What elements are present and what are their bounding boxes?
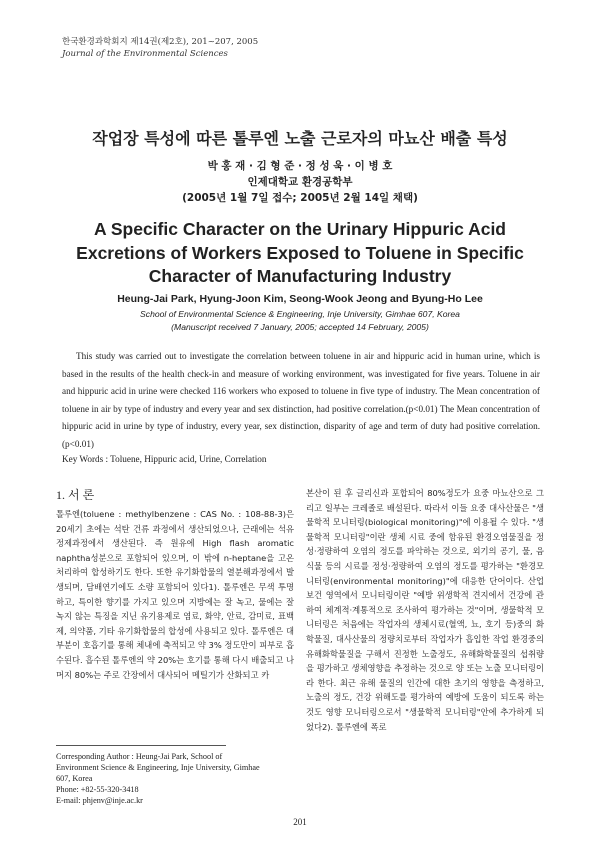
corresponding-author: Corresponding Author : Heung-Jai Park, School of Environment Science & Engineering, Inje University, Gimhae 607, Korea Phone: +82-55-320-3418 E-mail: phjenv@inje.ac.kr: [56, 752, 260, 805]
korean-received: (2005년 1월 7일 접수; 2005년 2월 14일 채택): [182, 192, 418, 204]
english-received: (Manuscript received 7 January, 2005; accepted 14 February, 2005): [171, 322, 429, 332]
keywords: Key Words : Toluene, Hippuric acid, Urine, Correlation: [62, 454, 267, 464]
journal-name: Journal of the Environmental Sciences: [62, 49, 228, 59]
english-authors: Heung-Jai Park, Hyung-Joon Kim, Seong-Wook Jeong and Byung-Ho Lee: [117, 293, 483, 305]
footnote-divider: [56, 745, 226, 746]
section-heading: 1. 서 론: [56, 488, 95, 502]
body-paragraph: 톨루엔(toluene : methylbenzene : CAS No. : 108-88-3)은 20세기 초에는 석탄 건류 과정에서 생산되었으나, 근래에는 석유 정제과정에서 생산된다. 즉 원유에 High flash aromatic naphtha성분으로 포함되어 있으며, 이 밖에 n-heptane을 고온 처리하여 합성하기도 한다. 또한 유기화합물의 열분해과정에서 발생되며, 담배연기에도 소량 포함되어 있다1). 톨루엔은 무색 투명하고, 특이한 향기를 가지고 있으며 지방에는 잘 녹고, 물에는 잘 녹지 않는 특징을 지닌 유기용제로 염료, 화약, 안료, 감미료, 표백제, 의약품, 기타 유기화합물의 합성에 사용되고 있다. 톨루엔은 대부분이 호흡기를 통해 체내에 축적되고 약 3% 정도만이 피부로 흡수된다. 흡수된 톨루엔의 약 20%는 호기를 통해 다시 배출되고 나머지 80%는 주로 간장에서 대사되어 메틸기가 산화되고 카: [56, 509, 294, 680]
page-number: 201: [293, 817, 307, 827]
body-paragraph: 본산이 된 후 글리신과 포합되어 80%정도가 요중 마뇨산으로 그리고 일부는 크레졸로 배설된다. 따라서 이들 요중 대사산물은 "생물학적 모니터링(biological monitoring)"에 이용될 수 있다. "생물학적 모니터링"이란 생체 시료 중에 함유된 환경오염물질을 정성·정량하여 오염의 정도를 파악하는 것으로, 외기의 공기, 물, 음식물 등의 시료를 정성·정량하여 오염의 정도를 평가하는 "환경모니터링(environmental monitoring)"에 대응한 단어이다. 산업보건 영역에서 모니터링이란 "예방 위생학적 견지에서 건강에 관하여 체계적·계통적으로 조사하여 평가하는 것"이며, 생물학적 모니터링은 처음에는 작업자의 생체시료(혈액, 뇨, 호기 등)중의 화학물질, 대사산물의 정량치로부터 작업자가 흡입한 작업 환경중의 유해화학물질을 구해서 진정한 노출정도, 유해화학물질의 섭취량을 평가하고 생체영향을 추정하는 것으로 양 또는 노출 모니터링이라 한다. 최근 유해 물질의 인간에 대한 초기의 영향을 측정하고, 노출의 정도, 건강 위해도를 평가하여 예방에 도움이 되도록 하는 것도 영향 모니터링으로서 "생물학적 모니터링"안에 추가하게 되었다2). 톨루엔에 폭로: [306, 488, 544, 732]
korean-title: 작업장 특성에 따른 톨루엔 노출 근로자의 마뇨산 배출 특성: [92, 129, 508, 148]
journal-citation-korean: 한국환경과학회지 제14권(제2호), 201~207, 2005: [62, 37, 259, 47]
english-title-line: Excretions of Workers Exposed to Toluene in Specific: [76, 242, 524, 263]
english-affiliation: School of Environmental Science & Engineering, Inje University, Gimhae 607, Korea: [140, 309, 460, 319]
english-title-line: A Specific Character on the Urinary Hippuric Acid: [94, 219, 506, 239]
journal-header: [62, 36, 258, 60]
abstract: This study was carried out to investigate the correlation between toluene in air and hippuric acid in human urine, which is based in the results of the health check-in and measure of working environment, was investigated for five years. Toluene in air and hippuric acid in urine were checked 116 workers who exposed to toluene in five type of industry. The Mean concentration of toluene in air by type of industry and every year and sex distinction, had positive correlation.(p<0.01) The Mean concentration of hippuric acid in urine by type of industry, every year, sex distinction, disparity of age and term of duty had positive correlation.(p<0.01): [62, 351, 540, 449]
left-column: [56, 486, 294, 682]
korean-affiliation: 인제대학교 환경공학부: [247, 176, 353, 188]
english-title-line: Character of Manufacturing Industry: [148, 266, 452, 286]
english-title: [0, 218, 600, 289]
korean-authors: 박 홍 재 · 김 형 준 · 정 성 욱 · 이 병 호: [207, 160, 393, 172]
footnote: [56, 751, 266, 806]
right-column: [306, 486, 544, 734]
